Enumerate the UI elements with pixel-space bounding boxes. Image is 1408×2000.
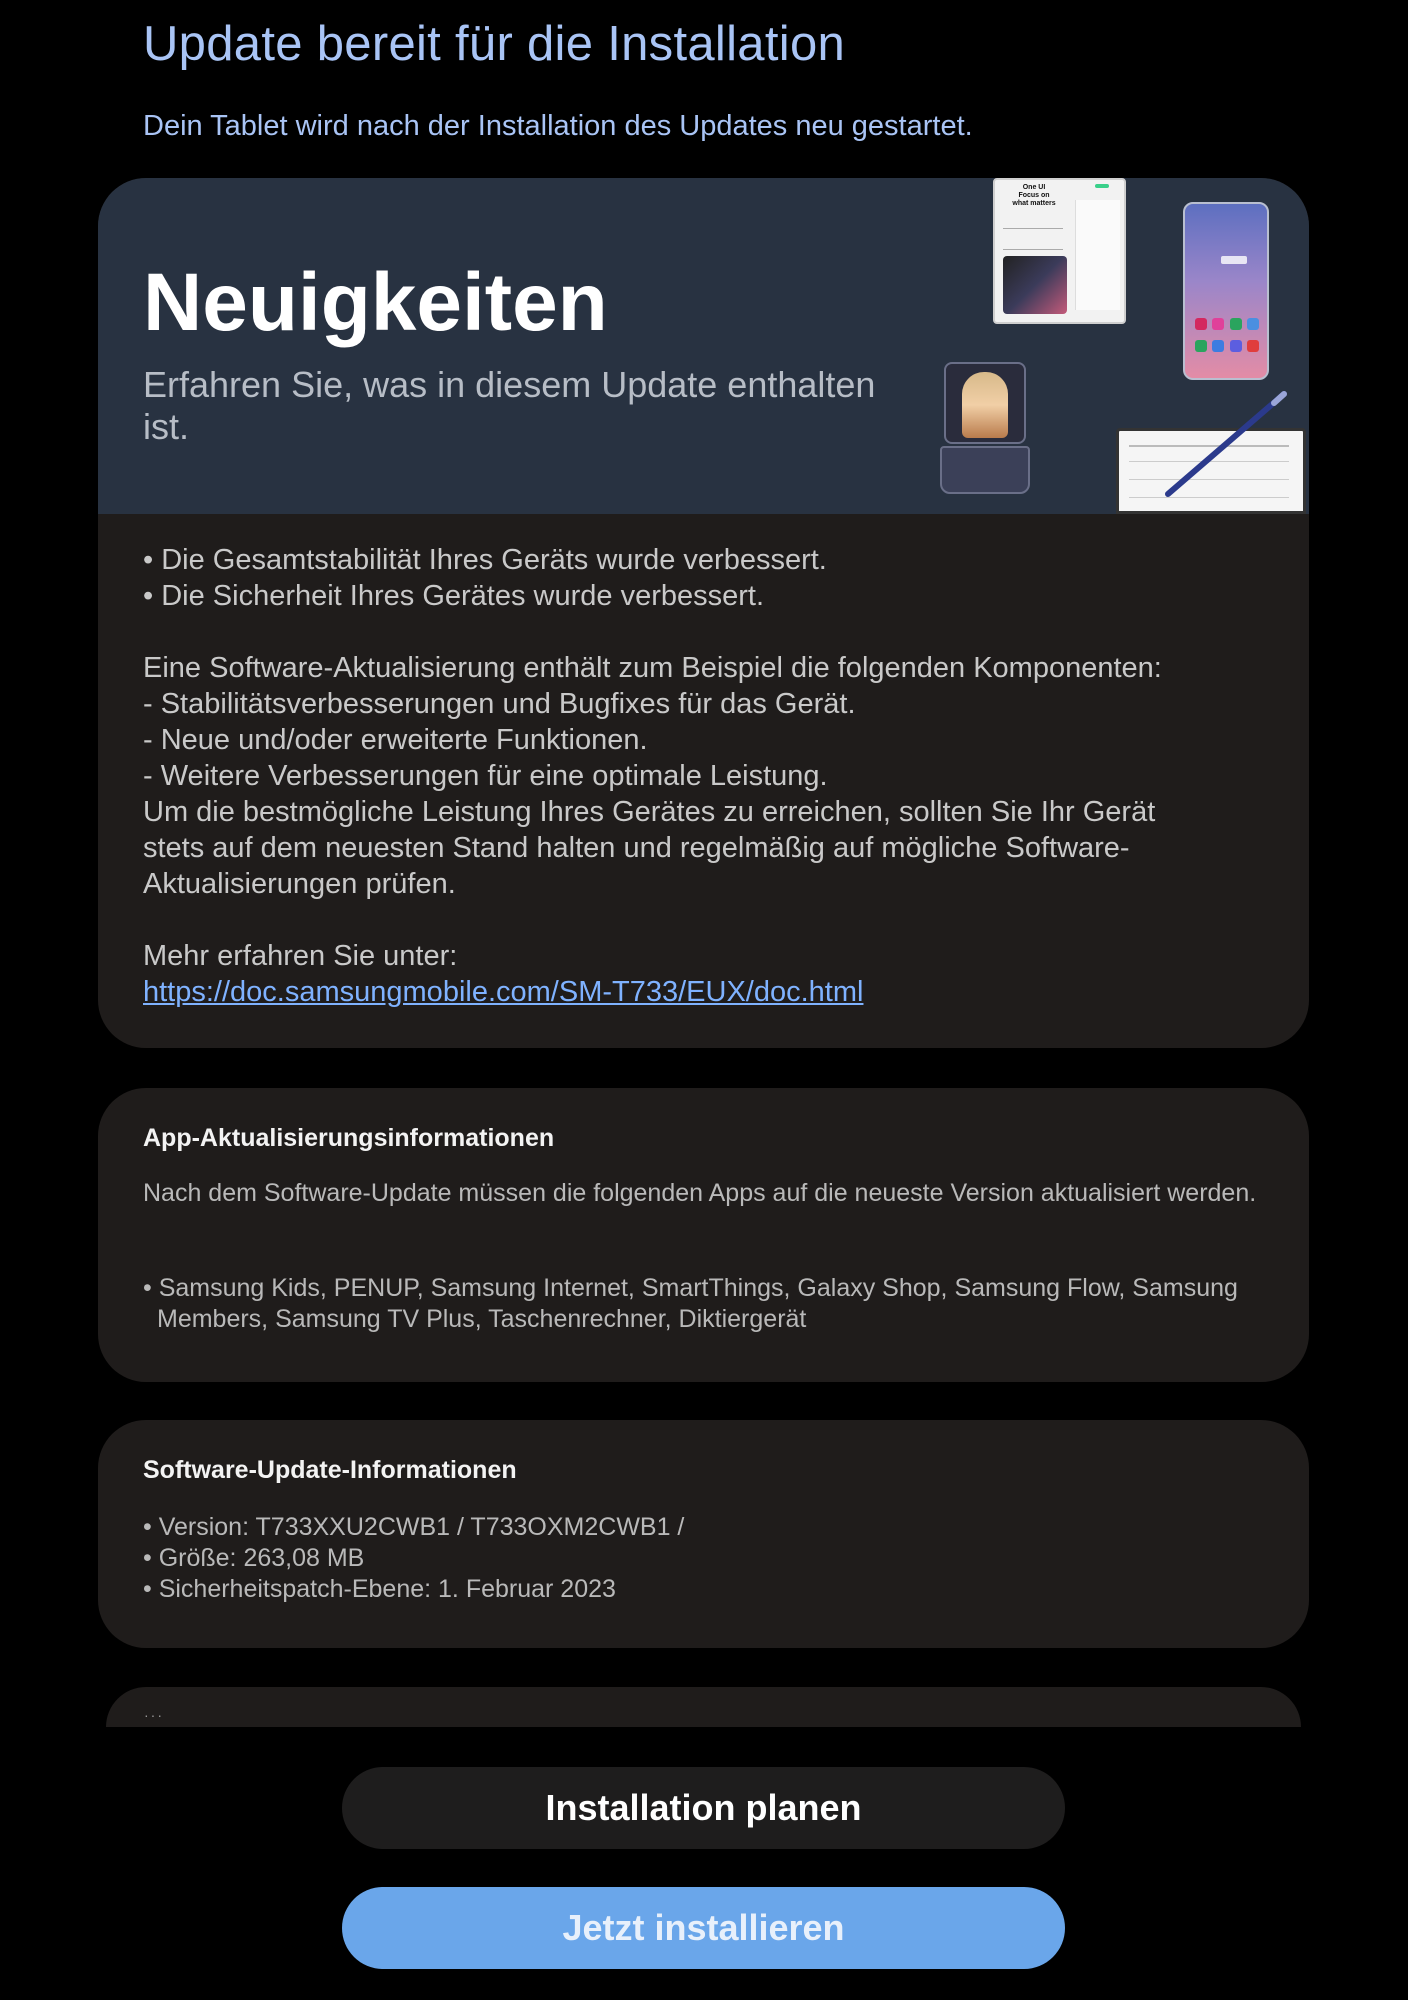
app-list-item: • Samsung Kids, PENUP, Samsung Internet, SmartThings, Galaxy Shop, Samsung Flow, Samsung Members, Samsung TV Plus, Taschenrechner, Diktiergerät: [143, 1274, 1238, 1333]
whats-new-header: [98, 178, 1309, 514]
app-update-info-card: [98, 1088, 1309, 1382]
component-item: - Neue und/oder erweiterte Funktionen.: [143, 724, 648, 756]
software-update-info-card: [98, 1420, 1309, 1648]
component-item: - Stabilitätsverbesserungen und Bugfixes für das Gerät.: [143, 688, 856, 720]
update-advice: Um die bestmögliche Leistung Ihres Gerätes zu erreichen, sollten Sie Ihr Gerät stets auf dem neuesten Stand halten und regelmäßig auf mögliche Software-Aktualisierungen prüfen.: [143, 796, 1156, 900]
whats-new-lead: Erfahren Sie, was in diesem Update enthalten ist.: [143, 364, 876, 447]
security-patch-item: • Sicherheitspatch-Ebene: 1. Februar 2023: [143, 1575, 616, 1603]
version-item: • Version: T733XXU2CWB1 / T733OXM2CWB1 /: [143, 1513, 685, 1541]
install-now-button[interactable]: Jetzt installieren: [342, 1887, 1065, 1969]
whats-new-body: [98, 514, 1309, 1010]
page-subtitle: Dein Tablet wird nach der Installation des Updates neu gestartet.: [143, 110, 973, 142]
software-update-info-title: Software-Update-Informationen: [143, 1456, 517, 1484]
app-update-info-text: Nach dem Software-Update müssen die folgenden Apps auf die neueste Version aktualisiert werden.: [143, 1179, 1257, 1207]
app-update-list: [143, 1273, 1283, 1335]
bullet-security: • Die Sicherheit Ihres Gerätes wurde verbessert.: [143, 580, 765, 612]
next-info-card-peek: ···: [106, 1687, 1301, 1727]
bullet-stability: • Die Gesamtstabilität Ihres Geräts wurde verbessert.: [143, 544, 827, 576]
component-item: - Weitere Verbesserungen für eine optimale Leistung.: [143, 760, 828, 792]
more-info-label: Mehr erfahren Sie unter:: [143, 940, 458, 972]
phone-illustration: [1183, 202, 1269, 380]
app-update-info-title: App-Aktualisierungsinformationen: [143, 1124, 555, 1152]
whats-new-title: Neuigkeiten: [143, 257, 608, 348]
tablet-illustration: [993, 178, 1126, 324]
components-intro: Eine Software-Aktualisierung enthält zum Beispiel die folgenden Komponenten:: [143, 652, 1162, 684]
whats-new-card: [98, 178, 1309, 1048]
flip-phone-illustration: [940, 362, 1030, 500]
tablet-illustration-caption: One UI Focus on what matters: [1012, 184, 1056, 207]
software-update-details: [143, 1512, 1283, 1605]
schedule-installation-button[interactable]: Installation planen: [342, 1767, 1065, 1849]
s-pen-illustration: [1158, 390, 1288, 500]
size-item: • Größe: 263,08 MB: [143, 1544, 365, 1572]
documentation-link[interactable]: https://doc.samsungmobile.com/SM-T733/EUX/doc.html: [143, 976, 864, 1008]
page-title: Update bereit für die Installation: [143, 17, 846, 71]
